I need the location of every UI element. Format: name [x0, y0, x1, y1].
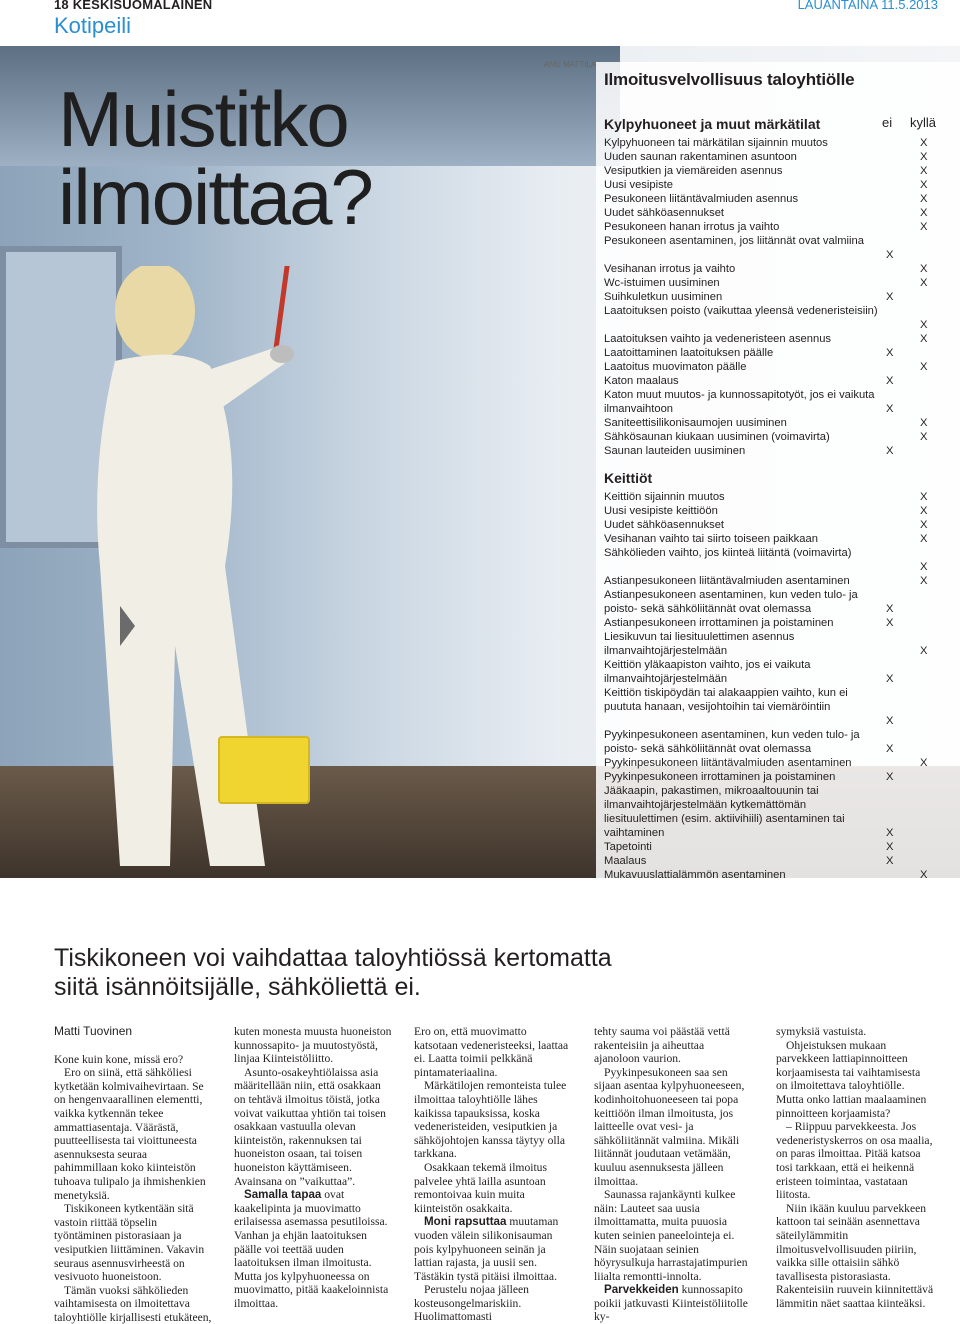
mark-kylla: X [920, 207, 928, 219]
table-row [604, 276, 944, 290]
paragraph: Tämän vuoksi sähkölieden vaihtamisesta on ilmoitettava taloyhtiölle kirjallisesti etukäteen, [54, 1283, 212, 1324]
table-row [604, 840, 944, 854]
row-label: Jääkaapin, pakastimen, mikroaaltouunin tai ilmanvaihtojärjestelmään kytkemättömän liesituulettimen (esim. aktiivihiili) asentaminen tai vaihtaminen [604, 785, 845, 839]
row-label: Keittiön tiskipöydän tai alakaappien vaihto, kun ei puututa hanaan, vesijohtoihin tai viemäröintiin [604, 687, 848, 713]
row-label: Maalaus [604, 855, 647, 867]
table-row [604, 784, 944, 840]
table-row [604, 546, 944, 574]
mark-kylla: X [920, 277, 928, 289]
page-header [0, 0, 960, 44]
table-row [604, 490, 944, 504]
lead-in: Samalla tapaa [244, 1188, 322, 1202]
table-row [604, 504, 944, 518]
row-label: Wc-istuimen uusiminen [604, 277, 720, 289]
paragraph: Tiskikoneen kytkentään sitä vastoin riittää töpselin työntäminen pistorasiaan ja vesiputkien liittäminen. Vakavin seuraus asennusvirheestä on vesivuoto huoneistoon. [54, 1202, 205, 1284]
paragraph: Niin ikään kuuluu parvekkeen kattoon tai seinään asennettava säteilylämmitin ilmoitusvelvollisuuden piiriin, vaikka sille ottaisiin sähkö tavallisesta pistorasiasta. Rakenteisiin ruuvein kiinnitettävä lämmitin näet saattaa kiinteäksi. [776, 1201, 934, 1310]
mark-kylla: X [920, 575, 928, 587]
lead-in: Moni rapsuttaa [424, 1215, 507, 1229]
mark-ei: X [886, 827, 894, 839]
mark-ei: X [886, 673, 894, 685]
row-label: Pyykinpesukoneen asentaminen, kun veden tulo- ja poisto- sekä sähköliitännät ovat olemassa [604, 729, 860, 755]
photo-credit: ANU MATTILA [544, 60, 597, 69]
row-label: Laatoittaminen laatoituksen päälle [604, 347, 774, 359]
row-label: Laatoitus muovimaton päälle [604, 361, 747, 373]
table-row [604, 290, 944, 304]
paragraph [234, 1188, 392, 1310]
mark-ei: X [886, 347, 894, 359]
table-row [604, 728, 944, 756]
paragraph: kuten monesta muusta huoneiston kunnossapito- ja muutostyöstä, linjaa Kiinteistöliitto. [234, 1025, 392, 1066]
table-row [604, 360, 944, 374]
row-label: Pyykinpesukoneen liitäntävalmiuden asentaminen [604, 757, 852, 769]
table-row [604, 220, 944, 234]
headline [58, 75, 372, 241]
paragraph: Kone kuin kone, missä ero? [54, 1052, 184, 1066]
paragraph: Ero on, että muovimatto katsotaan vedeneristeeksi, laattaa ei. Laatta toimii pelkkänä pintamateriaalina. [414, 1025, 569, 1079]
mark-kylla: X [920, 869, 928, 881]
table-row [604, 346, 944, 360]
article-column-3 [414, 1025, 572, 1324]
row-label: Sähkölieden vaihto, jos kiinteä liitäntä (voimavirta) [604, 547, 852, 559]
article-column-2 [234, 1025, 392, 1310]
mark-ei: X [886, 403, 894, 415]
table-row [604, 388, 944, 416]
row-label: Astianpesukoneen liitäntävalmiuden asentaminen [604, 575, 850, 587]
row-label: Vesihanan irrotus ja vaihto [604, 263, 736, 275]
table-row [604, 416, 944, 430]
row-label: Astianpesukoneen irrottaminen ja poistaminen [604, 617, 834, 629]
table-row [604, 770, 944, 784]
mark-ei: X [886, 855, 894, 867]
mark-ei: X [886, 771, 894, 783]
mark-kylla: X [920, 519, 928, 531]
row-label: Saunan lauteiden uusiminen [604, 445, 746, 457]
row-label: Keittiön yläkaapiston vaihto, jos ei vaikuta ilmanvaihtojärjestelmään [604, 659, 811, 685]
paragraph: Ero on siinä, että sähköliesi kytketään kolmivaihevirtaan. Se on hengenvaarallinen elementti, vaikka kytkennän tekee ammattiasentaja. Väärästä, puutteellisesta tai vioittuneesta asennuksesta seuraa pahimmillaan koko kiinteistön tuhoava tulipalo ja ihmishenkien menetyksiä. [54, 1066, 206, 1202]
table-row [604, 588, 944, 616]
table-section-heading: Keittiöt [604, 470, 653, 486]
mark-kylla: X [920, 431, 928, 443]
section-title: Kotipeili [54, 13, 132, 38]
paragraph [414, 1215, 572, 1283]
headline-line-2: ilmoittaa? [58, 153, 372, 241]
paragraph-text: muutaman vuoden välein silikonisauman pois kylpyhuoneen seinän ja lattian rajasta, ja uusii sen. Tästäkin tystä pitäisi ilmoittaa. [414, 1215, 559, 1283]
row-label: Mukavuuslattialämmön asentaminen [604, 869, 786, 881]
mark-kylla: X [920, 165, 928, 177]
mark-ei: X [886, 743, 894, 755]
table-row [604, 332, 944, 346]
page-number: 18 [54, 0, 69, 12]
mark-ei: X [886, 291, 894, 303]
row-label: Kylpyhuoneen tai märkätilan sijainnin muutos [604, 137, 828, 149]
mark-ei: X [886, 715, 894, 727]
table-title: Ilmoitusvelvollisuus taloyhtiölle [604, 70, 855, 89]
paragraph: Asunto-osakeyhtiölaissa asia määritellään niin, että osakkaan on tehtävä ilmoitus töistä, jotka voivat vaikuttaa yhtiön tai toisen osakkaan vastuulla olevan kiinteistön, rakennuksen tai huoneiston osaan, tai toisen huoneiston käyttämiseen. Avainsana on ”vaikuttaa”. [234, 1065, 386, 1188]
mark-kylla: X [920, 645, 928, 657]
mark-kylla: X [920, 491, 928, 503]
paragraph: Osakkaan tekemä ilmoitus palvelee yhtä lailla asuntoan remontoivaa kuin muita kiinteistön osakkaita. [414, 1160, 547, 1215]
article-column-5 [776, 1025, 934, 1310]
sub-headline: Tiskikoneen voi vaihdattaa taloyhtiössä kertomatta siitä isännöitsijälle, sähköliettä ei. [54, 944, 612, 1001]
mark-kylla: X [920, 319, 928, 331]
row-label: Uudet sähköasennukset [604, 207, 725, 219]
paragraph [594, 1283, 752, 1324]
mark-kylla: X [920, 137, 928, 149]
row-label: Pesukoneen asentaminen, jos liitännät ovat valmiina [604, 235, 864, 247]
mark-kylla: X [920, 151, 928, 163]
mark-kylla: X [920, 333, 928, 345]
mark-kylla: X [920, 533, 928, 545]
row-label: Vesihanan vaihto tai siirto toiseen paikkaan [604, 533, 818, 545]
row-label: Suihkuletkun uusiminen [604, 291, 723, 303]
mark-kylla: X [920, 361, 928, 373]
headline-line-1: Muistitko [58, 75, 348, 163]
row-label: Sähkösaunan kiukaan uusiminen (voimavirta) [604, 431, 830, 443]
paragraph-text: ovat kaakelipinta ja muovimatto erilaisessa asemassa pesutiloissa. Vanhan ja ehjän laatoituksen päälle voi teettää uuden laatoituksen ilman ilmoitusta. Mutta jos kylpyhuoneessa on muovimatto, pitää kaakeloinnista ilmoittaa. [234, 1188, 389, 1310]
paragraph-text: kunnossapito poikii jatkuvasti Kiinteistöliitolle ky- [594, 1283, 748, 1324]
table-row [604, 192, 944, 206]
mark-kylla: X [920, 193, 928, 205]
paragraph: Saunassa rajankäynti kulkee näin: Lauteet saa uusia ilmoittamatta, muita puuosia kuten seinien paneelointeja ei. Näin suojataan seinien höyrysulkuja harrastajatimpurien liialta remontti-innolta. [594, 1188, 748, 1283]
table-row [604, 164, 944, 178]
paragraph: tehty sauma voi päästää vettä rakenteisiin ja aiheuttaa ajanoloon vaurion. [594, 1025, 730, 1066]
paint-bucket [218, 736, 310, 804]
row-label: Katon muut muutos- ja kunnossapitotyöt, jos ei vaikuta ilmanvaihtoon [604, 389, 875, 415]
mark-ei: X [886, 445, 894, 457]
row-label: Pesukoneen liitäntävalmiuden asennus [604, 193, 799, 205]
mark-kylla: X [920, 263, 928, 275]
table-row [604, 616, 944, 630]
paragraph: Ohjeistuksen mukaan parvekkeen lattiapinnoitteen korjaamisesta tai vaihtamisesta on ilmoitettava taloyhtiölle. Mutta onko lattian maalaaminen pinnoitteen korjaamista? [776, 1038, 927, 1120]
table-row [604, 658, 944, 686]
mark-kylla: X [920, 179, 928, 191]
table-row [604, 206, 944, 220]
table-row [604, 686, 944, 728]
table-row [604, 262, 944, 276]
mark-kylla: X [920, 221, 928, 233]
row-label: Saniteettisilikonisaumojen uusiminen [604, 417, 787, 429]
table-row [604, 150, 944, 164]
table-row [604, 574, 944, 588]
issue-date: LAUANTAINA 11.5.2013 [797, 0, 938, 12]
table-row [604, 374, 944, 388]
row-label: Pyykinpesukoneen irrottaminen ja poistaminen [604, 771, 836, 783]
page-number-and-paper [54, 0, 212, 12]
paragraph: Märkätilojen remonteista tulee ilmoittaa taloyhtiölle lähes kaikissa tapauksissa, koska vedeneristeiden, vesiputkien ja sähköjohtojen kanssa täytyy olla tarkkana. [414, 1079, 567, 1161]
row-label: Laatoituksen vaihto ja vedeneristeen asennus [604, 333, 832, 345]
row-label: Uusi vesipiste keittiöön [604, 505, 718, 517]
author: Matti Tuovinen [54, 1024, 133, 1038]
paragraph: symyksiä vastuista. [776, 1025, 867, 1038]
row-label: Uusi vesipiste [604, 179, 674, 191]
paragraph: – Riippuu parvekkeesta. Jos vedeneristyskerros on osa maalia, on paras ilmoittaa. Pitää katsoa tosi tarkkaan, että ei heikennä eristeen toimintaa, vastataan liitosta. [776, 1120, 933, 1202]
table-row [604, 430, 944, 444]
row-label: Tapetointi [604, 841, 652, 853]
paragraph: Perustelu nojaa jälleen kosteusongelmariskiin. Huolimattomasti [414, 1283, 529, 1324]
mark-ei: X [886, 249, 894, 261]
mark-ei: X [886, 375, 894, 387]
lead-in: Parvekkeiden [604, 1283, 679, 1297]
mark-kylla: X [920, 561, 928, 573]
column-header-kylla: kyllä [910, 115, 937, 130]
table-row [604, 444, 944, 458]
row-label: Pesukoneen hanan irrotus ja vaihto [604, 221, 780, 233]
row-label: Uuden saunan rakentaminen asuntoon [604, 151, 797, 163]
table-section-heading: Kylpyhuoneet ja muut märkätilat [604, 116, 821, 132]
table-row [604, 630, 944, 658]
table-row [604, 178, 944, 192]
row-label: Keittiön sijainnin muutos [604, 491, 725, 503]
mark-ei: X [886, 603, 894, 615]
paragraph: Pyykinpesukoneen saa sen sijaan asentaa kylpyhuoneeseen, kodinhoitohuoneeseen tai popa keittiöön ilman ilmoitusta, jos laitteelle ovat vesi- ja sähköliitännät valmiina. Mikäli liitännät joudutaan vetämään, kuuluu asennuksesta jälleen ilmoittaa. [594, 1065, 745, 1188]
paper-name: KESKISUOMALAINEN [72, 0, 213, 12]
table-row [604, 532, 944, 546]
mark-ei: X [886, 617, 894, 629]
mark-kylla: X [920, 417, 928, 429]
table-row [604, 234, 944, 262]
table-row [604, 868, 944, 882]
mark-ei: X [886, 841, 894, 853]
table-row [604, 854, 944, 868]
row-label: Uudet sähköasennukset [604, 519, 725, 531]
table-row [604, 304, 944, 332]
mark-kylla: X [920, 505, 928, 517]
article-column-4 [594, 1025, 752, 1324]
column-header-ei: ei [882, 115, 893, 130]
table-row [604, 756, 944, 770]
row-label: Astianpesukoneen asentaminen, kun veden tulo- ja poisto- sekä sähköliitännät ovat olemassa [604, 589, 858, 615]
row-label: Vesiputkien ja viemäreiden asennus [604, 165, 783, 177]
row-label: Laatoituksen poisto (vaikuttaa yleensä vedeneristeisiin) [604, 305, 878, 317]
row-label: Katon maalaus [604, 375, 679, 387]
row-label: Liesikuvun tai liesituulettimen asennus ilmanvaihtojärjestelmään [604, 631, 795, 657]
mark-kylla: X [920, 757, 928, 769]
article-column-1 [54, 1025, 212, 1324]
table-row [604, 136, 944, 150]
table-row [604, 518, 944, 532]
